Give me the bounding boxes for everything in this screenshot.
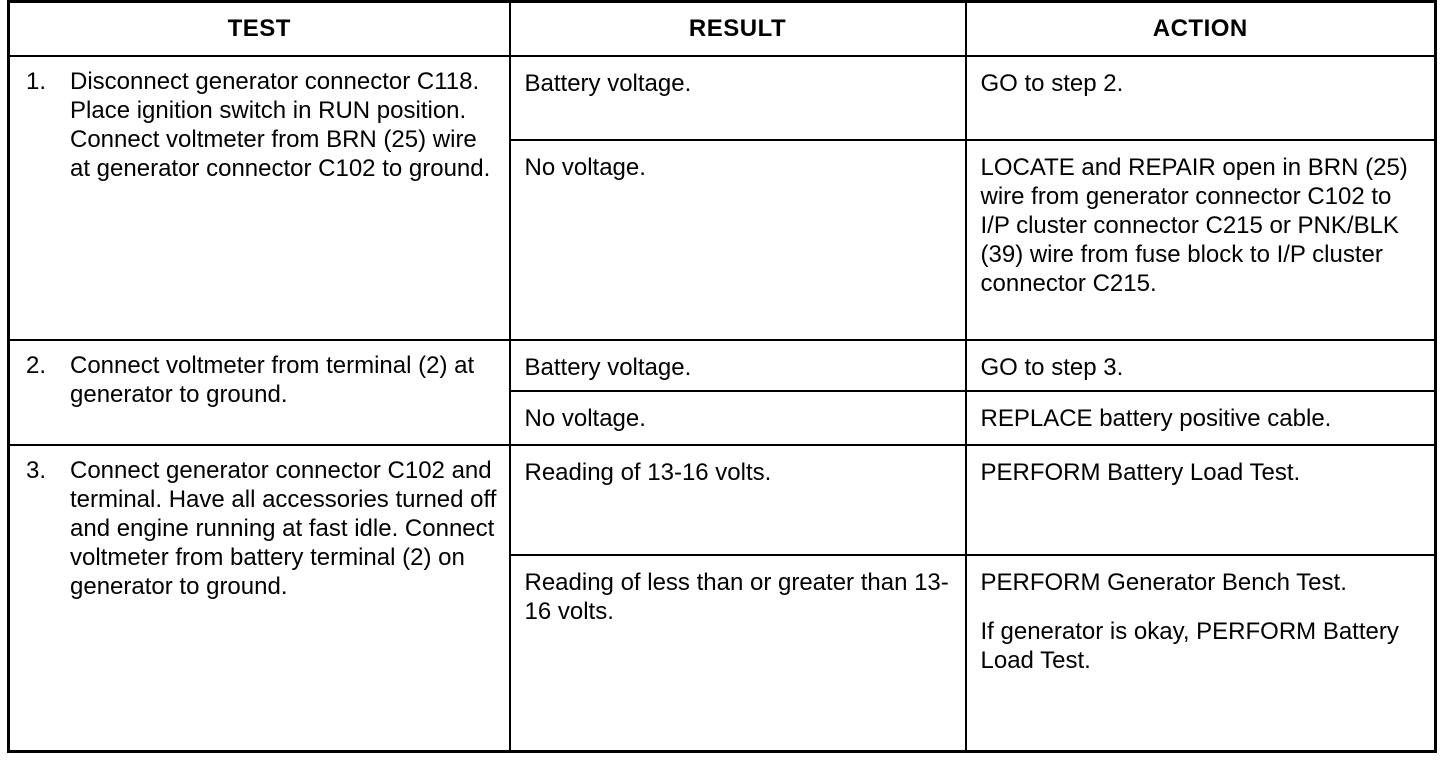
step-1-row-a: [9, 56, 1436, 140]
step-1-result-2: No voltage.: [510, 140, 966, 340]
step-2-action-2: REPLACE battery positive cable.: [966, 391, 1436, 445]
header-test: TEST: [9, 2, 510, 56]
step-3-row-a: [9, 445, 1436, 555]
step-3-action-1: PERFORM Battery Load Test.: [966, 445, 1436, 555]
step-1-number: 1.: [26, 67, 47, 95]
step-3-action-2-line-2: If generator is okay, PERFORM Battery Load Test.: [980, 617, 1399, 674]
step-3-result-1: Reading of 13-16 volts.: [510, 445, 966, 555]
step-3-result-2: Reading of less than or greater than 13-16 volts.: [510, 555, 966, 752]
header-row: [9, 2, 1436, 56]
step-2-result-1: Battery voltage.: [510, 340, 966, 391]
step-1-test-cell: [9, 56, 510, 340]
step-1-action-2: LOCATE and REPAIR open in BRN (25) wire from generator connector C102 to I/P cluster connector C215 or PNK/BLK (39) wire from fuse block to I/P cluster connector C215.: [966, 140, 1436, 340]
step-2-test-text: Connect voltmeter from terminal (2) at generator to ground.: [70, 351, 475, 408]
step-1-action-1: GO to step 2.: [966, 56, 1436, 140]
step-2-test-cell: [9, 340, 510, 445]
step-2-action-1: GO to step 3.: [966, 340, 1436, 391]
header-result: RESULT: [510, 2, 966, 56]
step-3-action-2: [966, 555, 1436, 752]
step-3-action-2-line-1: PERFORM Generator Bench Test.: [980, 568, 1347, 596]
step-2-result-2: No voltage.: [510, 391, 966, 445]
step-2-row-a: [9, 340, 1436, 391]
step-3-test-text: Connect generator connector C102 and terminal. Have all accessories turned off and engine running at fast idle. Connect voltmeter from battery terminal (2) on generator to ground.: [70, 456, 497, 600]
diagnostic-table: [7, 0, 1437, 753]
header-action: ACTION: [966, 2, 1436, 56]
step-3-test-cell: [9, 445, 510, 752]
step-1-result-1: Battery voltage.: [510, 56, 966, 140]
step-2-number: 2.: [26, 351, 47, 379]
step-3-number: 3.: [26, 456, 47, 484]
step-1-test-text: Disconnect generator connector C118. Place ignition switch in RUN position. Connect voltmeter from BRN (25) wire at generator connector C102 to ground.: [70, 67, 491, 182]
